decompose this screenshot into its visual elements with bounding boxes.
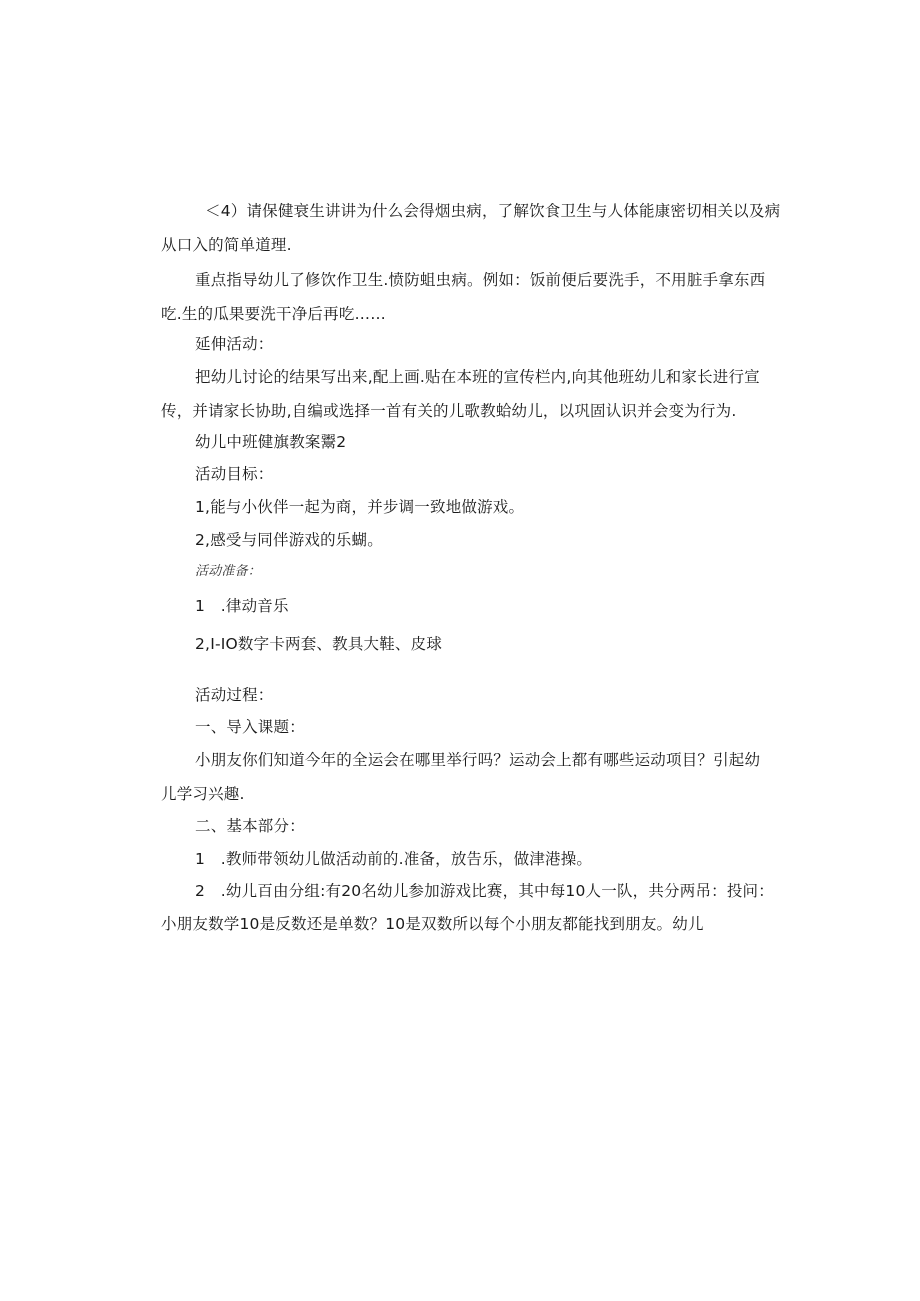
section-heading: 二、基本部分：: [195, 817, 305, 835]
list-item: 1 .律动音乐: [195, 597, 289, 615]
paragraph-line: 把幼儿讨论的结果写出来,配上画.贴在本班的宣传栏内,向其他班幼儿和家长进行宣: [195, 368, 760, 386]
paragraph-line: 吃.生的瓜果要洗干净后再吃……: [161, 305, 386, 323]
list-item: 2,感受与同伴游戏的乐蝴。: [195, 531, 383, 549]
paragraph-line: 小朋友数学10是反数还是单数？10是双数所以每个小朋友都能找到朋友。幼儿: [161, 915, 704, 933]
document-title: 幼儿中班健旗教案鬻2: [195, 433, 347, 451]
section-heading: 活动目标：: [195, 465, 274, 483]
paragraph-line: ＜4）请保健衰生讲讲为什么会得烟虫病，了解饮食卫生与人体能康密切相关以及病: [205, 202, 781, 220]
paragraph-line: 重点指导幼儿了修饮作卫生.愤防蛆虫病。例如：饭前便后要洗手，不用脏手拿东西: [195, 271, 766, 289]
list-item: 2 .幼儿百由分组:有20名幼儿参加游戏比赛，其中每10人一队，共分两吊：投问：: [195, 882, 774, 900]
list-item: 1 .教师带领幼儿做活动前的.准备，放告乐，做津港操。: [195, 850, 593, 868]
section-heading: 活动准备：: [195, 564, 262, 579]
paragraph-line: 儿学习兴趣.: [161, 785, 245, 803]
paragraph-line: 小朋友你们知道今年的全运会在哪里举行吗？运动会上都有哪些运动项目？引起幼: [195, 751, 761, 769]
section-heading: 延伸活动：: [195, 335, 274, 353]
list-item: 2,I-IO数字卡两套、教具大鞋、皮球: [195, 635, 443, 653]
list-item: 1,能与小伙伴一起为商，并步调一致地做游戏。: [195, 498, 525, 516]
paragraph-line: 从口入的简单道理.: [161, 236, 292, 254]
section-heading: 活动过程：: [195, 686, 274, 704]
paragraph-line: 传，并请家长协助,自编或选择一首有关的儿歌教蛤幼儿，以巩固认识并会变为行为.: [161, 402, 737, 420]
section-heading: 一、导入课题：: [195, 718, 305, 736]
